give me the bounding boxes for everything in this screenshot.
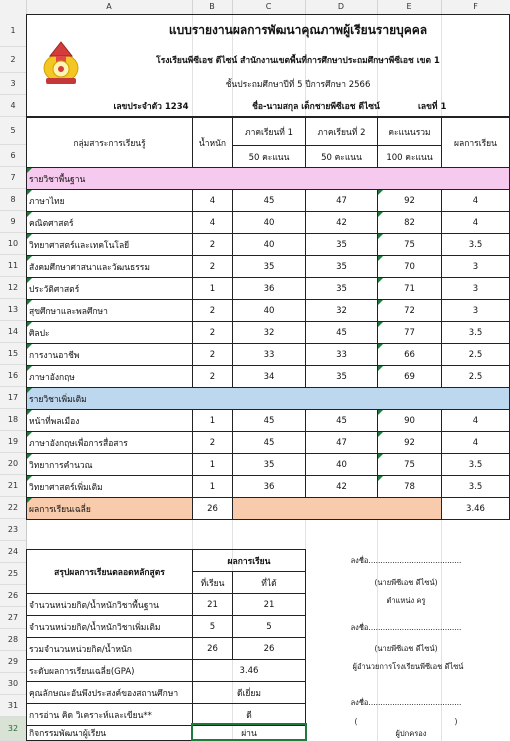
subject-weight: 2 [192, 299, 233, 322]
subject-weight: 1 [192, 453, 233, 476]
row-header[interactable]: 17 [0, 387, 26, 409]
subject-weight: 1 [192, 409, 233, 432]
subject-name: ศิลปะ [26, 321, 193, 344]
subject-weight: 2 [192, 255, 233, 278]
row-header[interactable]: 12 [0, 277, 26, 299]
row-header[interactable]: 4 [0, 95, 26, 117]
signature-line-teacher: ลงชื่อ....................................... [350, 556, 462, 565]
signature-line-director: ลงชื่อ....................................... [350, 623, 462, 632]
subject-t2: 40 [305, 453, 378, 476]
column-header-f[interactable]: F [441, 0, 510, 14]
subject-weight: 2 [192, 343, 233, 366]
subject-t2: 42 [305, 211, 378, 234]
parent-position: ผู้ปกครอง [395, 728, 427, 738]
row-header[interactable]: 28 [0, 629, 26, 651]
subject-t2: 45 [305, 409, 378, 432]
subject-total: 75 [377, 453, 442, 476]
subject-t1: 33 [232, 343, 306, 366]
summary-title: สรุปผลการเรียนตลอดหลักสูตร [26, 549, 193, 594]
subject-name: สังคมศึกษาศาสนาและวัฒนธรรม [26, 255, 193, 278]
average-filler [232, 497, 442, 520]
row-header[interactable]: 21 [0, 475, 26, 497]
subject-t1: 45 [232, 409, 306, 432]
total-max: 100 คะแนน [377, 145, 442, 168]
row-header[interactable]: 29 [0, 651, 26, 673]
subject-name: ประวัติศาสตร์ [26, 277, 193, 300]
subject-t2: 45 [305, 321, 378, 344]
row-header[interactable]: 8 [0, 189, 26, 211]
col-weight: น้ำหนัก [192, 117, 233, 168]
row-header[interactable]: 26 [0, 585, 26, 607]
subject-name: คณิตศาสตร์ [26, 211, 193, 234]
student-id: เลขประจำตัว 1234 [113, 102, 189, 112]
select-all-corner[interactable] [0, 0, 27, 14]
section-basic: รายวิชาพื้นฐาน [26, 167, 510, 190]
row-header[interactable]: 14 [0, 321, 26, 343]
subject-total: 70 [377, 255, 442, 278]
subject-t2: 42 [305, 475, 378, 498]
row-header[interactable]: 1 [0, 14, 26, 47]
subject-t2: 35 [305, 233, 378, 256]
summary-row-label: จำนวนหน่วยกิต/น้ำหนักวิชาพื้นฐาน [26, 593, 193, 616]
subject-t1: 35 [232, 453, 306, 476]
average-label: ผลการเรียนเฉลี่ย [26, 497, 193, 520]
summary-row-earned: 26 [232, 637, 306, 660]
subject-grade: 3.5 [441, 321, 510, 344]
col-term1: ภาคเรียนที่ 1 [232, 117, 306, 146]
subject-total: 92 [377, 431, 442, 454]
section-extra: รายวิชาเพิ่มเติม [26, 387, 510, 410]
row-header[interactable]: 15 [0, 343, 26, 365]
row-header[interactable]: 20 [0, 453, 26, 475]
summary-row-earned: 5 [232, 615, 306, 638]
subject-name: ภาษาอังกฤษเพื่อการสื่อสาร [26, 431, 193, 454]
row-header[interactable]: 19 [0, 431, 26, 453]
parent-name-open: ( [354, 716, 358, 726]
summary-col-studied: ที่เรียน [192, 571, 233, 594]
row-header[interactable]: 18 [0, 409, 26, 431]
subject-grade: 4 [441, 431, 510, 454]
report-title: แบบรายงานผลการพัฒนาคุณภาพผู้เรียนรายบุคคล [168, 23, 428, 37]
grade-year: ชั้นประถมศึกษาปีที่ 5 ปีการศึกษา 2566 [225, 80, 371, 90]
subject-total: 82 [377, 211, 442, 234]
subject-t1: 40 [232, 211, 306, 234]
signature-line-parent: ลงชื่อ....................................... [350, 698, 462, 707]
subject-t2: 35 [305, 255, 378, 278]
subject-weight: 4 [192, 211, 233, 234]
subject-name: วิทยาการคำนวณ [26, 453, 193, 476]
subject-name: สุขศึกษาและพลศึกษา [26, 299, 193, 322]
subject-grade: 3.5 [441, 475, 510, 498]
row-header[interactable]: 25 [0, 563, 26, 585]
row-header[interactable]: 13 [0, 299, 26, 321]
student-name: ชื่อ-นามสกุล เด็กชายพีซีเอช ดีไซน์ [252, 102, 380, 112]
subject-grade: 3.5 [441, 453, 510, 476]
characteristics-label: คุณลักษณะอันพึงประสงค์ของสถานศึกษา [26, 681, 193, 704]
column-header-b[interactable]: B [192, 0, 233, 14]
subject-t1: 36 [232, 277, 306, 300]
subject-total: 92 [377, 189, 442, 212]
subject-name: ภาษาอังกฤษ [26, 365, 193, 388]
row-header[interactable]: 9 [0, 211, 26, 233]
subject-t1: 34 [232, 365, 306, 388]
row-header-bar [0, 14, 27, 741]
row-header[interactable]: 22 [0, 497, 26, 519]
subject-grade: 2.5 [441, 365, 510, 388]
subject-total: 66 [377, 343, 442, 366]
subject-weight: 2 [192, 233, 233, 256]
row-header[interactable]: 2 [0, 47, 26, 73]
activity-value[interactable]: ผ่าน [192, 725, 306, 741]
row-header[interactable]: 3 [0, 73, 26, 95]
school-logo-icon [40, 38, 82, 86]
reading-label: การอ่าน คิด วิเคราะห์และเขียน** [26, 703, 193, 726]
subject-t1: 45 [232, 431, 306, 454]
col-total: คะแนนรวม [377, 117, 442, 146]
row-header[interactable]: 10 [0, 233, 26, 255]
subject-total: 71 [377, 277, 442, 300]
term1-max: 50 คะแนน [232, 145, 306, 168]
average-grade: 3.46 [441, 497, 510, 520]
director-name: (นายพีซีเอช ดีไซน์) [374, 644, 438, 653]
subject-name: ภาษาไทย [26, 189, 193, 212]
subject-t2: 32 [305, 299, 378, 322]
activity-label: กิจกรรมพัฒนาผู้เรียน [26, 725, 193, 741]
director-position: ผู้อำนวยการโรงเรียนพีซีเอช ดีไซน์ [352, 662, 464, 671]
col-result: ผลการเรียน [441, 117, 510, 168]
row-header[interactable]: 24 [0, 541, 26, 563]
column-header-d[interactable]: D [305, 0, 378, 14]
subject-t2: 47 [305, 431, 378, 454]
column-header-c[interactable]: C [232, 0, 306, 14]
subject-t1: 40 [232, 299, 306, 322]
subject-t2: 47 [305, 189, 378, 212]
row-header[interactable]: 23 [0, 519, 26, 541]
reading-value: ดี [192, 703, 306, 726]
column-header-e[interactable]: E [377, 0, 442, 14]
row-header[interactable]: 6 [0, 145, 26, 167]
subject-name: หน้าที่พลเมือง [26, 409, 193, 432]
row-header[interactable]: 5 [0, 117, 26, 145]
subject-grade: 3 [441, 255, 510, 278]
subject-total: 78 [377, 475, 442, 498]
subject-t1: 32 [232, 321, 306, 344]
characteristics-value: ดีเยี่ยม [192, 681, 306, 704]
summary-row-label: จำนวนหน่วยกิต/น้ำหนักวิชาเพิ่มเติม [26, 615, 193, 638]
subject-grade: 4 [441, 409, 510, 432]
subject-total: 75 [377, 233, 442, 256]
cell-grid [26, 14, 510, 741]
teacher-position: ตำแหน่ง ครู [386, 596, 426, 605]
subject-name: วิทยาศาสตร์และเทคโนโลยี [26, 233, 193, 256]
school-line: โรงเรียนพีซีเอช ดีไซน์ สำนักงานเขตพื้นที่การศึกษาประถมศึกษาพีซีเอช เขต 1 [156, 56, 440, 66]
row-header[interactable]: 27 [0, 607, 26, 629]
subject-weight: 2 [192, 321, 233, 344]
subject-grade: 3 [441, 277, 510, 300]
col-subject-group: กลุ่มสาระการเรียนรู้ [26, 117, 193, 168]
summary-col-earned: ที่ได้ [232, 571, 306, 594]
row-header[interactable]: 16 [0, 365, 26, 387]
subject-weight: 4 [192, 189, 233, 212]
row-header-selected[interactable]: 32 [0, 717, 26, 741]
summary-row-studied: 26 [192, 637, 233, 660]
subject-name: การงานอาชีพ [26, 343, 193, 366]
parent-name-close: ) [454, 716, 458, 726]
subject-grade: 3 [441, 299, 510, 322]
column-header-bar [0, 0, 510, 15]
subject-t1: 36 [232, 475, 306, 498]
row-header[interactable]: 30 [0, 673, 26, 695]
gpa-label: ระดับผลการเรียนเฉลี่ย(GPA) [26, 659, 193, 682]
subject-name: วิทยาศาสตร์เพิ่มเติม [26, 475, 193, 498]
summary-row-studied: 21 [192, 593, 233, 616]
teacher-name: (นายพีซีเอช ดีไซน์) [374, 578, 438, 587]
subject-t2: 35 [305, 365, 378, 388]
gpa-value: 3.46 [192, 659, 306, 682]
student-number: เลขที่ 1 [418, 102, 447, 112]
subject-weight: 1 [192, 277, 233, 300]
term2-max: 50 คะแนน [305, 145, 378, 168]
subject-t2: 33 [305, 343, 378, 366]
subject-t1: 40 [232, 233, 306, 256]
subject-t2: 35 [305, 277, 378, 300]
subject-total: 90 [377, 409, 442, 432]
average-weight: 26 [192, 497, 233, 520]
subject-grade: 4 [441, 189, 510, 212]
summary-row-studied: 5 [192, 615, 233, 638]
subject-weight: 1 [192, 475, 233, 498]
subject-grade: 2.5 [441, 343, 510, 366]
row-header[interactable]: 11 [0, 255, 26, 277]
subject-weight: 2 [192, 431, 233, 454]
subject-grade: 3.5 [441, 233, 510, 256]
subject-t1: 45 [232, 189, 306, 212]
cell-selection [191, 723, 307, 741]
subject-weight: 2 [192, 365, 233, 388]
col-term2: ภาคเรียนที่ 2 [305, 117, 378, 146]
subject-total: 77 [377, 321, 442, 344]
summary-row-label: รวมจำนวนหน่วยกิต/น้ำหนัก [26, 637, 193, 660]
row-header[interactable]: 31 [0, 695, 26, 717]
subject-grade: 4 [441, 211, 510, 234]
subject-total: 69 [377, 365, 442, 388]
column-header-a[interactable]: A [26, 0, 193, 14]
subject-total: 72 [377, 299, 442, 322]
row-header[interactable]: 7 [0, 167, 26, 189]
summary-row-earned: 21 [232, 593, 306, 616]
summary-result-header: ผลการเรียน [192, 549, 306, 572]
subject-t1: 35 [232, 255, 306, 278]
